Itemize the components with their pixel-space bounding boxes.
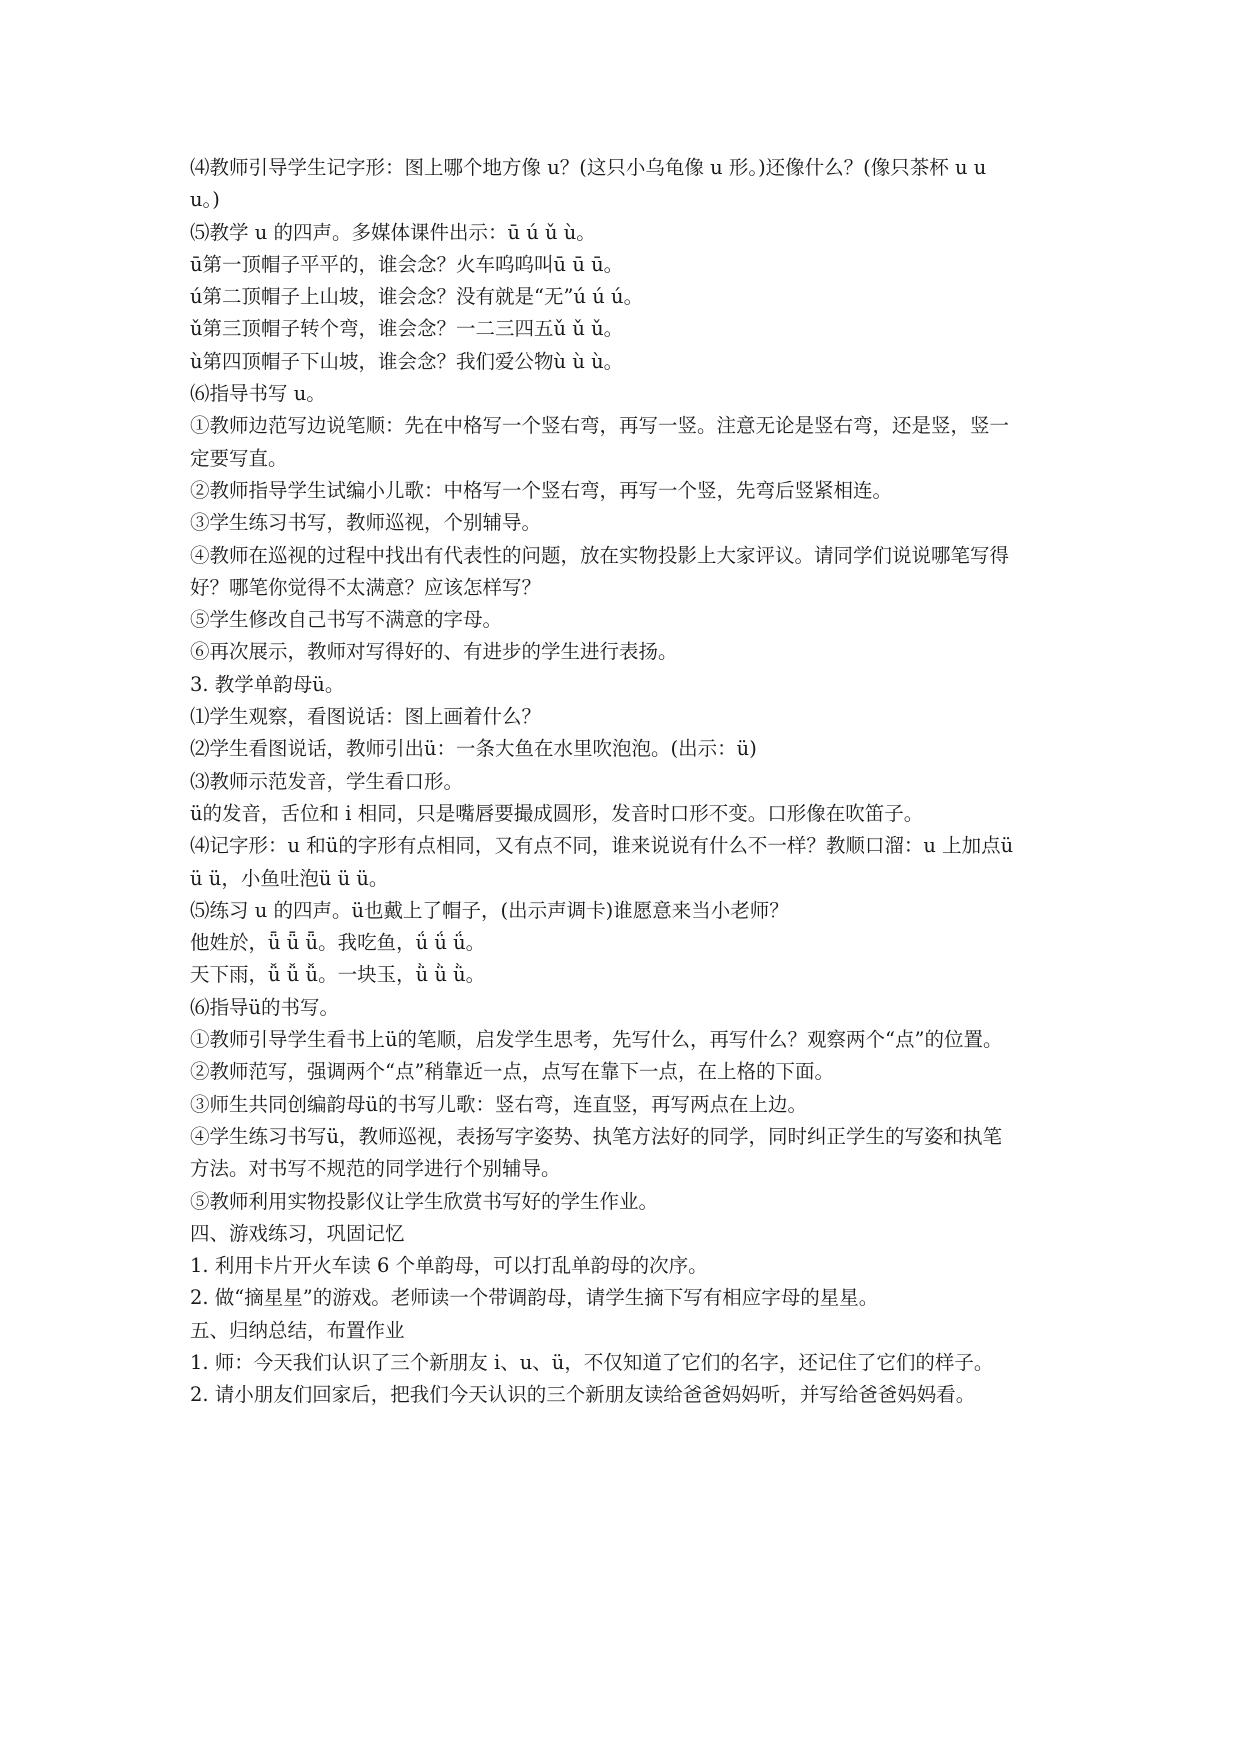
text-line: ú第二顶帽子上山坡，谁会念？没有就是“无”ú ú ú。 [190,285,644,309]
text-line: ③师生共同创编韵母ü的书写儿歌：竖右弯，连直竖，再写两点在上边。 [190,1092,808,1116]
text-line: ū第一顶帽子平平的，谁会念？火车呜呜叫ū ū ū。 [190,252,624,276]
text-line: 五、归纳总结，布置作业 [190,1318,405,1342]
text-line: ù第四顶帽子下山坡，谁会念？我们爱公物ù ù ù。 [190,349,624,373]
document-body [190,152,1070,1412]
text-line: ⑸教学 u 的四声。多媒体课件出示：ū ú ǔ ù。 [190,220,596,244]
text-line: 天下雨，ǚ ǚ ǚ。一块玉，ǜ ǜ ǜ。 [190,963,486,987]
text-line: 四、游戏练习，巩固记忆 [190,1221,405,1245]
text-line: ⑴学生观察，看图说话：图上画着什么？ [190,705,542,729]
text-line: ü的发音，舌位和 i 相同，只是嘴唇要撮成圆形，发音时口形不变。口形像在吹笛子。 [190,801,924,825]
text-line: 1. 师：今天我们认识了三个新朋友 i、u、ü，不仅知道了它们的名字，还记住了它们的样子。 [190,1350,994,1374]
text-line: ⑵学生看图说话，教师引出ü：一条大鱼在水里吹泡泡。(出示：ü) [190,737,757,761]
text-line: ②教师范写，强调两个“点”稍靠近一点，点写在靠下一点，在上格的下面。 [190,1060,834,1084]
text-line: ①教师边范写边说笔顺：先在中格写一个竖右弯，再写一竖。注意无论是竖右弯，还是竖，竖一 [190,414,1010,438]
text-line: ⑷记字形：u 和ü的字形有点相同，又有点不同，谁来说说有什么不一样？教顺口溜：u 上加点ü [190,834,1014,858]
text-line: ǔ第三顶帽子转个弯，谁会念？一二三四五ǔ ǔ ǔ。 [190,317,624,341]
text-line: 定要写直。 [190,446,288,470]
text-line: ⑤教师利用实物投影仪让学生欣赏书写好的学生作业。 [190,1189,659,1213]
text-line: ④学生练习书写ü，教师巡视，表扬写字姿势、执笔方法好的同学，同时纠正学生的写姿和执笔 [190,1124,1003,1148]
text-line: 2. 做“摘星星”的游戏。老师读一个带调韵母，请学生摘下写有相应字母的星星。 [190,1286,879,1310]
text-line: ⑸练习 u 的四声。ü也戴上了帽子，(出示声调卡)谁愿意来当小老师？ [190,898,789,922]
text-line: ④教师在巡视的过程中找出有代表性的问题，放在实物投影上大家评议。请同学们说说哪笔写得 [190,543,1010,567]
text-line: ü ü，小鱼吐泡ü ü ü。 [190,866,389,890]
text-line: 1. 利用卡片开火车读 6 个单韵母，可以打乱单韵母的次序。 [190,1254,708,1278]
text-line: ⑤学生修改自己书写不满意的字母。 [190,608,503,632]
text-line: 他姓於，ǖ ǖ ǖ。我吃鱼，ǘ ǘ ǘ。 [190,931,486,955]
text-line: u。) [190,188,220,212]
text-line: 3. 教学单韵母ü。 [190,672,345,696]
text-line: 方法。对书写不规范的同学进行个别辅导。 [190,1157,561,1181]
text-line: ⑥再次展示，教师对写得好的、有进步的学生进行表扬。 [190,640,678,664]
text-line: ⑹指导书写 u。 [190,382,326,406]
text-line: ⑶教师示范发音，学生看口形。 [190,769,464,793]
text-line: 好？哪笔你觉得不太满意？应该怎样写？ [190,575,542,599]
text-line: ⑷教师引导学生记字形：图上哪个地方像 u？(这只小乌龟像 u 形。)还像什么？(像只茶杯 u u [190,156,987,179]
text-line: 2. 请小朋友们回家后，把我们今天认识的三个新朋友读给爸爸妈妈听，并写给爸爸妈妈看。 [190,1383,976,1407]
text-line: ③学生练习书写，教师巡视，个别辅导。 [190,511,542,535]
text-line: ②教师指导学生试编小儿歌：中格写一个竖右弯，再写一个竖，先弯后竖紧相连。 [190,478,893,502]
text-line: ①教师引导学生看书上ü的笔顺，启发学生思考，先写什么，再写什么？观察两个“点”的位置。 [190,1028,1003,1052]
text-line: ⑹指导ü的书写。 [190,995,340,1019]
